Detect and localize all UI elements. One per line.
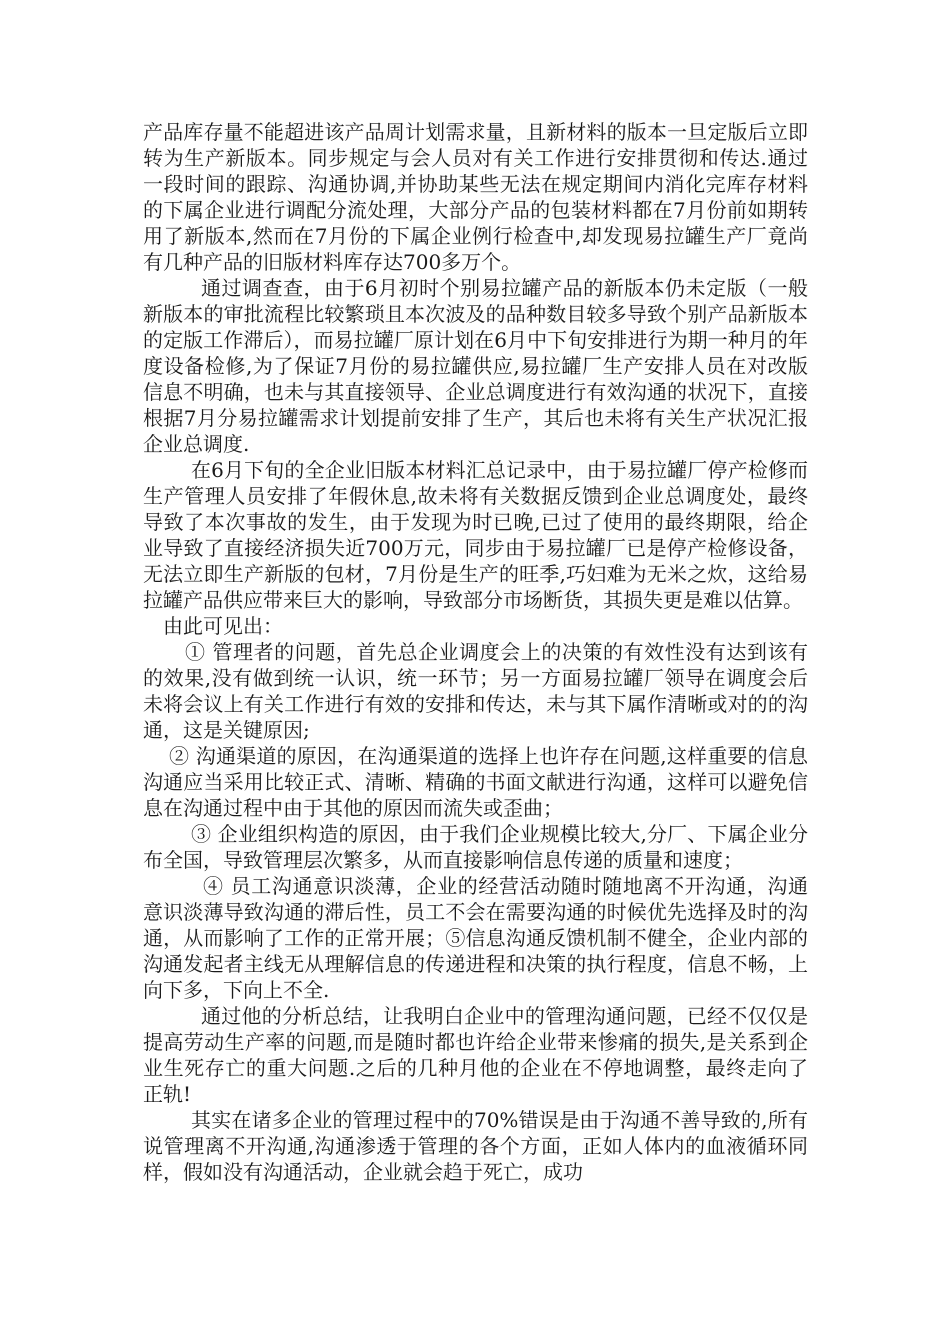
paragraph-2: 通过调查查，由于6月初时个别易拉罐产品的新版本仍未定版（一般新版本的审批流程比较繁琐且本次波及的品种数目较多导致个别产品新版本的定版工作滞后），而易拉罐厂原计划在6月中下旬安排进行为期一种月的年度设备检修,为了保证7月份的易拉罐供应,易拉罐厂生产安排人员在对改版信息不明确，也未与其直接领导、企业总调度进行有效沟通的状况下，直接根据7月分易拉罐需求计划提前安排了生产，其后也未将有关生产状况汇报企业总调度. (143, 276, 808, 456)
list-item-2: ② 沟通渠道的原因，在沟通渠道的选择上也许存在问题,这样重要的信息沟通应当采用比较正式、清晰、精确的书面文献进行沟通，这样可以避免信息在沟通过程中由于其他的原因而流失或歪曲； (143, 744, 808, 820)
paragraph-6: 其实在诸多企业的管理过程中的70%错误是由于沟通不善导致的,所有说管理离不开沟通,沟通渗透于管理的各个方面，正如人体内的血液循环同样，假如没有沟通活动，企业就会趋于死亡，成功 (143, 1108, 808, 1184)
paragraph-3: 在6月下旬的全企业旧版本材料汇总记录中，由于易拉罐厂停产检修而生产管理人员安排了年假休息,故未将有关数据反馈到企业总调度处，最终导致了本次事故的发生，由于发现为时已晚,已过了使用的最终期限，给企业导致了直接经济损失近700万元，同步由于易拉罐厂已是停产检修设备，无法立即生产新版的包材，7月份是生产的旺季,巧妇难为无米之炊，这给易拉罐产品供应带来巨大的影响，导致部分市场断货，其损失更是难以估算。 (143, 458, 808, 612)
list-item-4: ④ 员工沟通意识淡薄，企业的经营活动随时随地离不开沟通，沟通意识淡薄导致沟通的滞后性，员工不会在需要沟通的时候优先选择及时的沟通，从而影响了工作的正常开展；⑤信息沟通反馈机制不健全，企业内部的沟通发起者主线无从理解信息的传递进程和决策的执行程度，信息不畅，上向下多，下向上不全. (143, 874, 808, 1002)
paragraph-4: 由此可见出： (163, 614, 283, 638)
paragraph-1: 产品库存量不能超进该产品周计划需求量，且新材料的版本一旦定版后立即转为生产新版本。同步规定与会人员对有关工作进行安排贯彻和传达.通过一段时间的跟踪、沟通协调,并协助某些无法在规定期间内消化完库存材料的下属企业进行调配分流处理，大部分产品的包装材料都在7月份前如期转用了新版本,然而在7月份的下属企业例行检查中,却发现易拉罐生产厂竟尚有几种产品的旧版材料库存达700多万个。 (143, 120, 808, 274)
list-item-3: ③ 企业组织构造的原因，由于我们企业规模比较大,分厂、下属企业分布全国，导致管理层次繁多，从而直接影响信息传递的质量和速度； (143, 822, 808, 872)
document-body (143, 119, 808, 1185)
list-item-1: ① 管理者的问题，首先总企业调度会上的决策的有效性没有达到该有的效果,没有做到统一认识，统一环节；另一方面易拉罐厂领导在调度会后未将会议上有关工作进行有效的安排和传达，未与其下属作清晰或对的的沟通，这是关键原因; (143, 640, 808, 742)
paragraph-5: 通过他的分析总结，让我明白企业中的管理沟通问题，已经不仅仅是提高劳动生产率的问题,而是随时都也许给企业带来惨痛的损失,是关系到企业生死存亡的重大问题.之后的几种月他的企业在不停地调整，最终走向了正轨! (143, 1004, 808, 1106)
